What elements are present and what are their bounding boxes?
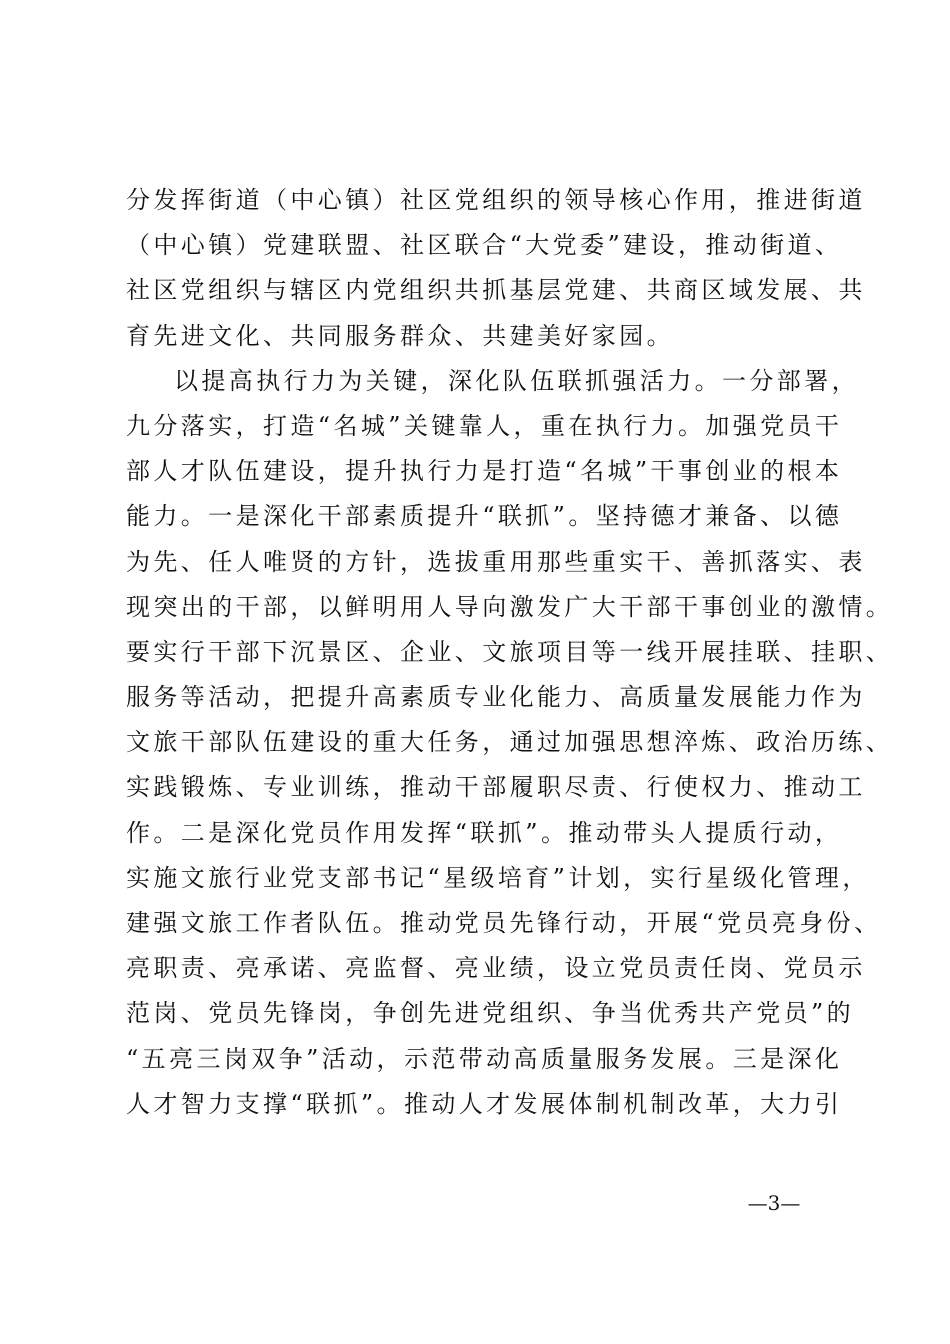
text-line: 文旅干部队伍建设的重大任务，通过加强思想淬炼、政治历练、 [126,728,894,757]
text-line: 现突出的干部，以鲜明用人导向激发广大干部干事创业的激情。 [126,592,894,621]
page-number: —3— [747,1191,801,1215]
text-line: 实施文旅行业党支部书记“星级培育”计划，实行星级化管理， [126,863,870,892]
text-line: 实践锻炼、专业训练，推动干部履职尽责、行使权力、推动工 [126,773,866,802]
text-line: 范岗、党员先锋岗，争创先进党组织、争当优秀共产党员”的 [126,999,855,1028]
text-line: 育先进文化、共同服务群众、共建美好家园。 [126,321,674,350]
text-line: 九分落实，打造“名城”关键靠人，重在执行力。加强党员干 [126,411,843,440]
text-line: 服务等活动，把提升高素质专业化能力、高质量发展能力作为 [126,683,866,712]
text-line: 亮职责、亮承诺、亮监督、亮业绩，设立党员责任岗、党员示 [126,954,866,983]
paragraph-first-line: 以提高执行力为关键，深化队伍联抓强活力。一分部署， [174,366,859,395]
text-line: 社区党组织与辖区内党组织共抓基层党建、共商区域发展、共 [126,276,866,305]
text-line: 分发挥街道（中心镇）社区党组织的领导核心作用，推进街道 [126,186,866,214]
text-line: （中心镇）党建联盟、社区联合“大党委”建设，推动街道、 [126,231,843,260]
text-line: “五亮三岗双争”活动，示范带动高质量服务发展。三是深化 [126,1044,843,1073]
text-line: 建强文旅工作者队伍。推动党员先锋行动，开展“党员亮身份、 [126,909,882,937]
text-line: 要实行干部下沉景区、企业、文旅项目等一线开展挂联、挂职、 [126,637,894,666]
text-line: 能力。一是深化干部素质提升“联抓”。坚持德才兼备、以德 [126,502,843,531]
text-line: 人才智力支撑“联抓”。推动人才发展体制机制改革，大力引 [126,1089,843,1118]
text-line: 为先、任人唯贤的方针，选拔重用那些重实干、善抓落实、表 [126,547,866,576]
body-text [126,178,894,1127]
text-line: 作。二是深化党员作用发挥“联抓”。推动带头人提质行动， [126,818,843,847]
text-line: 部人才队伍建设，提升执行力是打造“名城”干事创业的根本 [126,457,843,486]
